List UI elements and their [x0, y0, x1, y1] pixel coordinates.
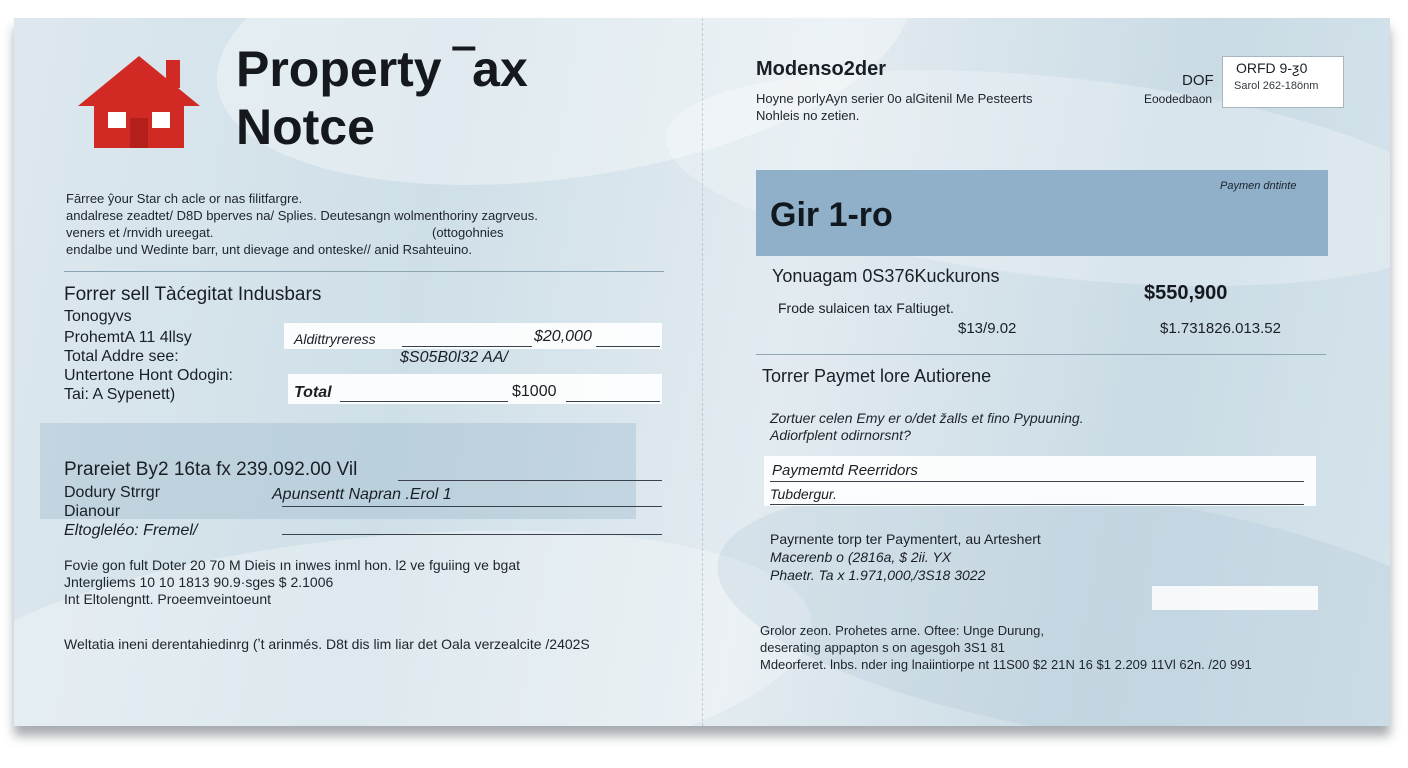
payment-desc [770, 410, 1084, 444]
field-underline [398, 480, 662, 481]
section1-label: Total Addre see: [64, 348, 179, 365]
payment-detail-line: Macerenb o (2816а, $ 2ii. YX [770, 549, 952, 565]
office-subtitle [756, 90, 1033, 124]
right-footer-line: deserating appapton s on agesgoh 3S1 81 [760, 640, 1006, 655]
total-field[interactable] [288, 374, 662, 404]
house-icon [74, 54, 204, 150]
section1-label: ProhemtA 11 4llsy [64, 329, 192, 346]
summary-value2: $1.7318​26.013.52 [1160, 320, 1281, 337]
intro-line: veners et /rnvidh ureegat. [66, 225, 214, 240]
field-underline [596, 346, 660, 347]
section1-title: Forrer sell Tàćegitat Indusbars [64, 284, 322, 305]
payment-desc-line: Zortuer celen Emy er o/det žalls et fino Pypuuning. [770, 410, 1084, 426]
payment-detail-line: Phaetr. Ta x 1.971,000‚/3S18 3022 [770, 567, 986, 583]
payment-field2[interactable]: Tubdergur. [770, 486, 837, 502]
field-underline [282, 534, 662, 535]
payment-details [770, 530, 1041, 584]
field-underline [340, 401, 508, 402]
field-underline [282, 506, 662, 507]
payment-detail-line: Payrnente torp ter Paymentert, au Arteshert [770, 531, 1041, 547]
payment-desc-line: Adiorfplent odirnorsnt? [770, 427, 911, 443]
assessed-field-label: Aldittryreress [294, 331, 376, 347]
section1-label: Tai: A Sypenett) [64, 386, 176, 403]
right-footer-line: Grolor zeon. Prohetes arne. Oftee: Unge Durung, [760, 623, 1044, 638]
reference-line1: ORFD 9-ƺ0 [1236, 60, 1308, 76]
notice-title-line1: Property ‾ax [236, 41, 528, 97]
section2-title: Prareiet By2 16ta fx 239.092.00 Vil [64, 459, 358, 480]
divider [756, 354, 1326, 355]
notice-title-line2: Notce [236, 99, 375, 155]
dof-label: DOF [1182, 72, 1214, 89]
notes [64, 557, 520, 608]
intro-line: Fārree ŷour Star ch acle or nas filitfargre. [66, 191, 303, 206]
section1-label: Untertone Hont Odogin: [64, 367, 233, 384]
fold-line [702, 18, 703, 726]
summary-value1: $13/9.02 [958, 320, 1017, 337]
divider [64, 271, 664, 272]
tax-notice-sheet [14, 18, 1390, 726]
field-underline [566, 401, 660, 402]
reference-line2: Sarol 262-18önm [1234, 80, 1319, 92]
intro-line: endalbe und Wedinte barr, unt dievage and onteske// anid Rsahteuino. [66, 242, 472, 257]
total-value: $1000 [512, 383, 557, 400]
summary-line-label: Frode sulaicen tax Faltiuget. [778, 300, 954, 316]
section2-field-value[interactable]: Apunsentt Napran .Erol 1 [272, 486, 452, 503]
left-footer: Weltatia ineni derentahiedinrg (ʼt arinmés. D8t dis lim liar det Oala verzealcite /2402S [64, 636, 590, 652]
dof-sublabel: Eoodedbaon [1144, 92, 1213, 106]
intro-aside: (ottogohnies [432, 225, 504, 240]
office-title: Modens‌o2der [756, 58, 887, 80]
assessed-subvalue: $S05B0l32 AA/ [400, 349, 508, 366]
blank-stamp-area [1152, 586, 1318, 610]
field-underline [770, 481, 1304, 482]
section2-label: Dodury Strrgr [64, 484, 161, 501]
payment-title: Torrer Paymet lore Autiorene [762, 366, 992, 386]
section2-label: Dianour [64, 503, 121, 520]
notice-title [236, 40, 528, 156]
right-footer-line: Mdeorferet. lnbs. nder ing lnaiintiorpe nt 11S00 $2 21N 16 $1 2.209 11Vl 62n. /20 991 [760, 657, 1252, 672]
summary-amount: $550,900 [1144, 282, 1228, 304]
giro-title: Gir 1-ro [770, 196, 893, 234]
office-subtitle-line: Hoyne porlyAyn serier 0o аlGitenil Me Pesteerts [756, 91, 1033, 106]
field-underline [770, 504, 1304, 505]
note-line: Fovie gon fult Doter 20 70 M Dieis ın inwes inml hon. l2 ve fguiing ve bgat [64, 557, 521, 573]
summary-heading: Yonuagam 0S376Kuckurons [772, 266, 1000, 286]
section2-label: Eltogleléo: Fremel/ [64, 522, 198, 539]
note-line: Jntergliems 10 10 1813 90.9·sges $ 2.1006 [64, 574, 334, 590]
payment-field1[interactable]: Paymemtd Reerridors [772, 462, 918, 479]
field-underline [402, 346, 532, 347]
note-line: Int Eltolengntt. Proeemveintoeunt [64, 591, 272, 607]
intro-line: andalrese zeadtet/ D8D bperves na/ Splies. Deutesangn wolmenthoriny zagrveus. [66, 208, 538, 223]
office-subtitle-line: Nohleis no zetien. [756, 108, 860, 123]
section1-label: Tonogyvs [64, 308, 132, 325]
total-label: Total [294, 384, 332, 401]
right-footer [760, 622, 1252, 673]
assessed-field-value: $20,000 [534, 328, 592, 345]
giro-label: Paymen dntinte [1220, 180, 1297, 192]
